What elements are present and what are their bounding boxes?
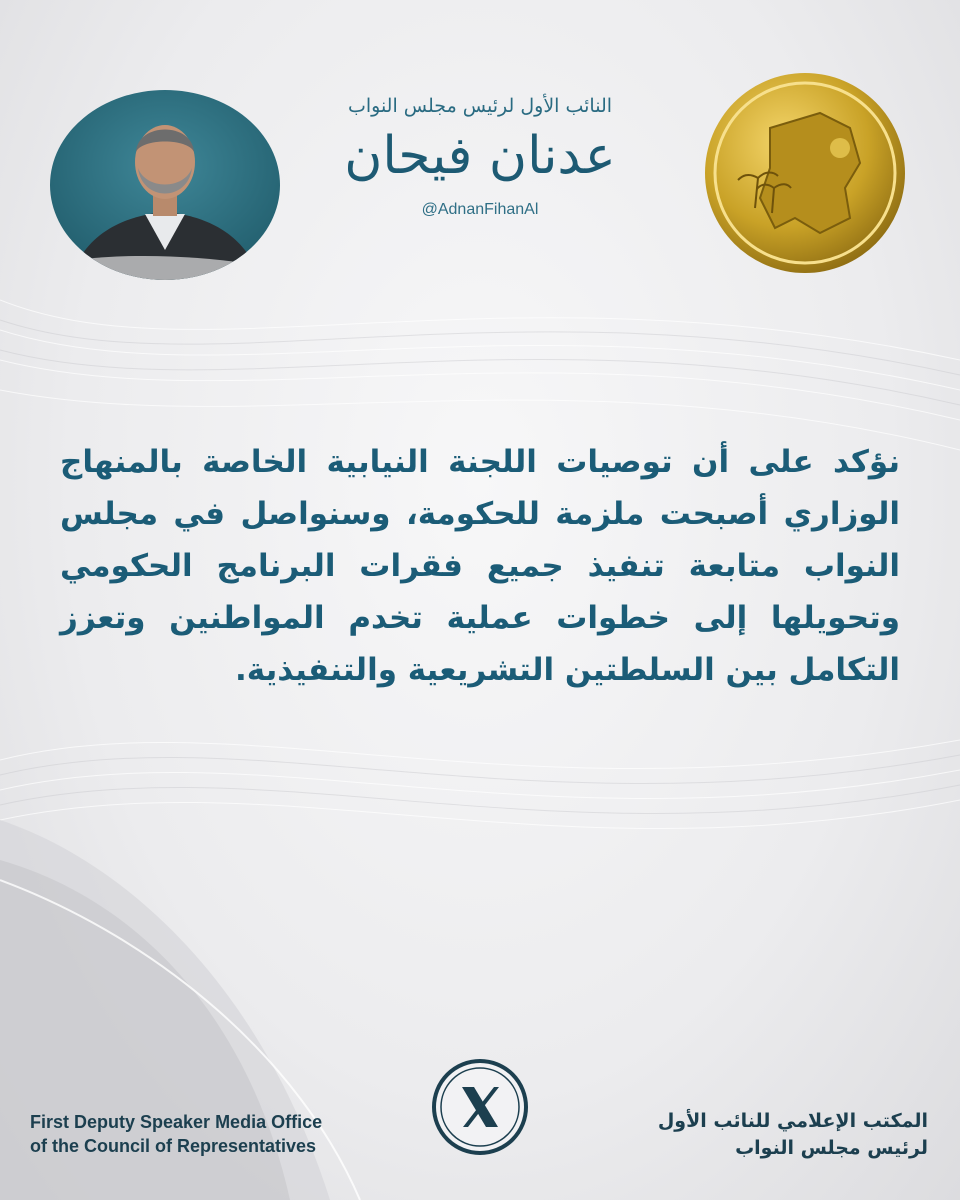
statement-text: نؤكد على أن توصيات اللجنة النيابية الخاصة بالمنهاج الوزاري أصبحت ملزمة للحكومة، وسنواصل في مجلس النواب متابعة تنفيذ جميع فقرات البرنامج الحكومي وتحويلها إلى خطوات عملية تخدم المواطنين وتعزز التكامل بين السلطتين التشريعية والتنفيذية. [60, 444, 900, 688]
footer-english-line2: of the Council of Representatives [30, 1136, 317, 1156]
x-logo-icon[interactable] [428, 1055, 532, 1159]
footer-english [30, 1110, 400, 1158]
parliament-seal-icon [700, 68, 910, 278]
portrait-photo [50, 90, 280, 280]
social-handle[interactable]: @AdnanFihanAl [421, 201, 539, 218]
footer-arabic [598, 1108, 928, 1162]
header-block [330, 95, 630, 219]
footer-arabic-line1: المكتب الإعلامي للنائب الأول [657, 1110, 928, 1132]
footer-english-line1: First Deputy Speaker Media Office [30, 1112, 323, 1132]
footer-arabic-line2: لرئيس مجلس النواب [735, 1137, 928, 1159]
name-calligraphy: عدنان فيحان [344, 126, 616, 186]
title-subtitle: النائب الأول لرئيس مجلس النواب [347, 95, 613, 117]
